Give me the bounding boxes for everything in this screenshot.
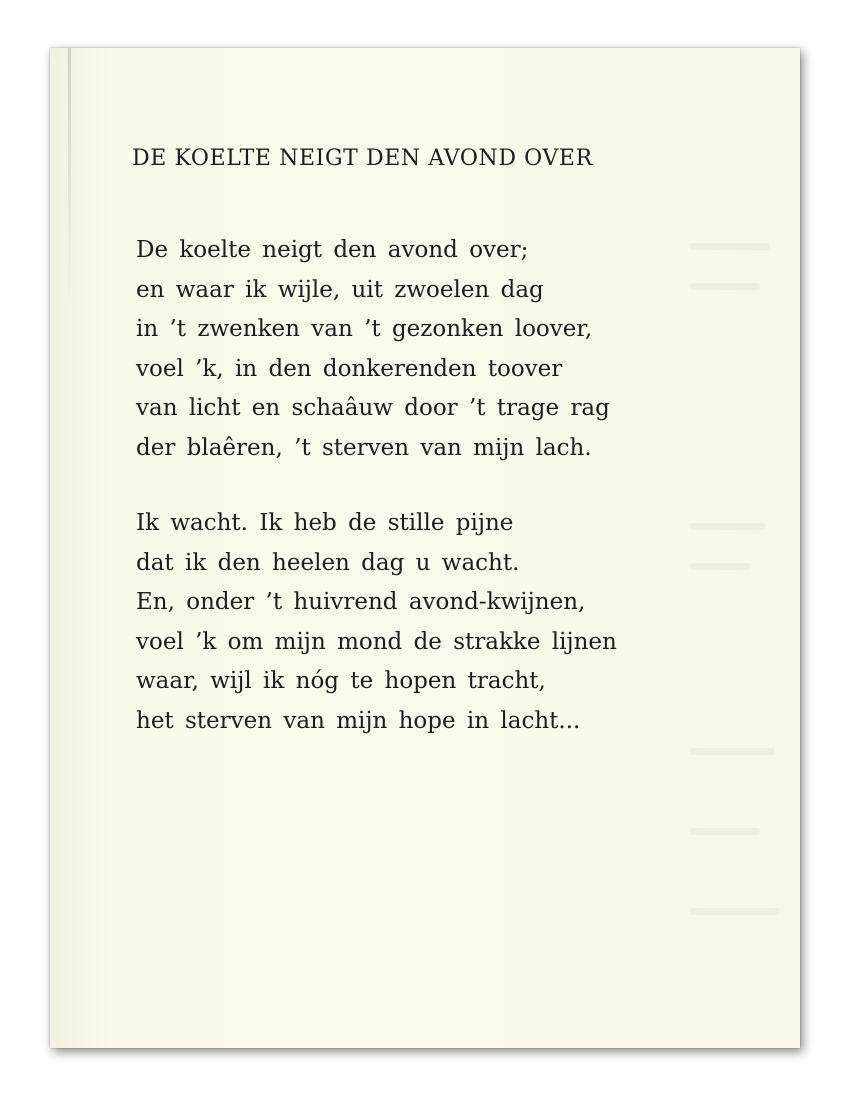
poem-line: waar, wijl ik nóg te hopen tracht, — [136, 668, 546, 694]
poem-title: DE KOELTE NEIGT DEN AVOND OVER — [132, 146, 593, 171]
poem-line: in ’t zwenken van ’t gezonken loover, — [136, 316, 593, 342]
show-through-text — [690, 828, 760, 835]
book-page — [50, 48, 800, 1048]
show-through-text — [690, 283, 760, 290]
poem-line: De koelte neigt den avond over; — [136, 237, 529, 263]
show-through-text — [690, 243, 770, 250]
poem-line: der blaêren, ’t sterven van mijn lach. — [136, 434, 592, 461]
stanza-2 — [136, 504, 617, 741]
show-through-text — [690, 748, 775, 755]
poem-line: En, onder ’t huivrend avond-kwijnen, — [136, 589, 586, 615]
show-through-text — [690, 563, 750, 570]
page-crease — [68, 48, 71, 308]
poem-line: voel ’k om mijn mond de strakke lijnen — [136, 628, 617, 655]
poem-line: voel ’k, in den donkerenden toover — [136, 355, 563, 382]
poem-line: dat ik den heelen dag u wacht. — [136, 549, 520, 576]
poem-line: Ik wacht. Ik heb de stille pijne — [136, 510, 514, 536]
stanza-1 — [136, 231, 610, 468]
show-through-text — [690, 523, 765, 530]
poem-line: van licht en schaâuw door ’t trage rag — [136, 395, 610, 421]
poem-line: en waar ik wijle, uit zwoelen dag — [136, 276, 544, 303]
poem-line: het sterven van mijn hope in lacht... — [136, 707, 581, 734]
show-through-text — [690, 908, 780, 915]
